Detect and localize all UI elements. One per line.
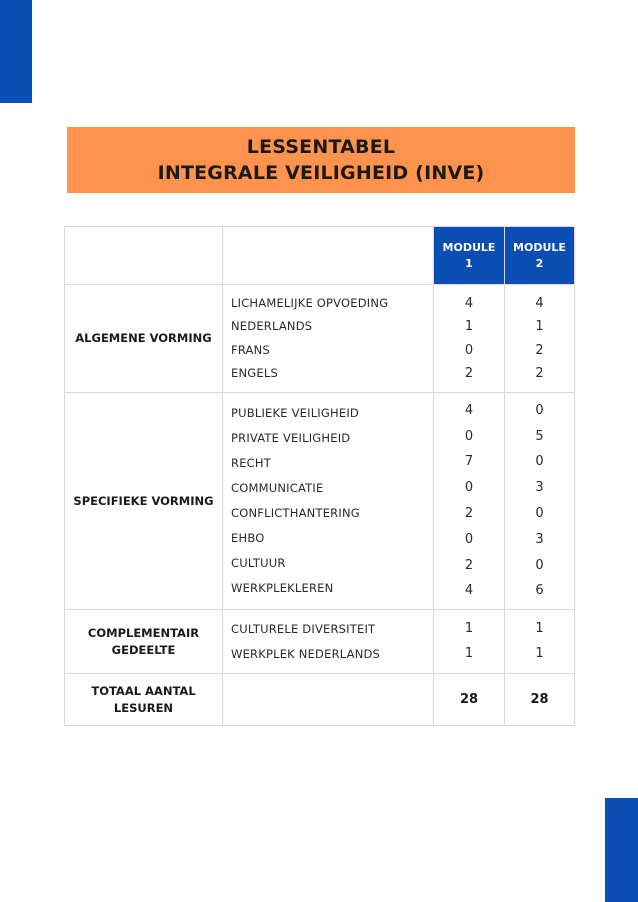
subject-name: LICHAMELIJKE OPVOEDING xyxy=(231,295,389,310)
module-1-value: 4 xyxy=(464,583,474,599)
group-row-complementair-gedeelte xyxy=(65,610,575,674)
module-2-value: 0 xyxy=(535,402,544,418)
header-empty-cell-1 xyxy=(65,227,223,285)
subject-name: WERKPLEKLEREN xyxy=(231,581,334,595)
total-row xyxy=(65,674,575,726)
subject-name: PUBLIEKE VEILIGHEID xyxy=(231,406,359,420)
subject-name: FRANS xyxy=(231,342,270,357)
header-row xyxy=(65,227,575,285)
module-1-values-cell xyxy=(434,393,505,610)
module-2-value: 2 xyxy=(535,342,544,358)
module-1-value: 2 xyxy=(464,557,474,573)
module-1-value: 4 xyxy=(464,295,474,311)
module-1-values-cell xyxy=(434,610,505,674)
module-1-value: 0 xyxy=(464,342,474,358)
module-1-header xyxy=(434,227,505,285)
module-2-value: 3 xyxy=(535,480,544,496)
module-2-value: 1 xyxy=(535,319,544,334)
module-2-values-cell xyxy=(505,393,575,610)
subject-name: CONFLICTHANTERING xyxy=(231,506,360,520)
module-2-values-cell xyxy=(505,610,575,674)
subject-name: WERKPLEK NEDERLANDS xyxy=(231,646,381,661)
subject-name: COMMUNICATIE xyxy=(231,481,324,495)
module-2-value: 6 xyxy=(535,583,544,599)
group-name-algemene-vorming xyxy=(65,285,223,393)
group-row-algemene-vorming xyxy=(65,285,575,393)
title-line-2: INTEGRALE VEILIGHEID (INVE) xyxy=(157,162,485,184)
total-label-line: TOTAAL AANTAL xyxy=(91,683,196,698)
module-2-value: 1 xyxy=(535,621,544,636)
module-2-value: 4 xyxy=(535,295,544,311)
module-1-value: 1 xyxy=(464,319,474,334)
group-name-complementair-gedeelte xyxy=(65,610,223,674)
module-2-value: 2 xyxy=(535,366,544,381)
title-line-1: LESSENTABEL xyxy=(246,136,396,158)
module-1-value: 0 xyxy=(464,428,474,444)
module-2-value: 3 xyxy=(535,531,544,547)
subject-name: CULTUUR xyxy=(231,556,286,570)
module-1-value: 1 xyxy=(464,645,474,661)
module-1-value: 1 xyxy=(464,621,474,636)
module-2-value: 1 xyxy=(535,645,544,661)
subjects-cell xyxy=(223,393,434,610)
module-1-value: 0 xyxy=(464,531,474,547)
top-left-accent-bar xyxy=(0,0,32,103)
subject-name: EHBO xyxy=(231,531,265,545)
total-label xyxy=(65,674,223,726)
total-module-1: 28 xyxy=(434,674,505,726)
module-1-header-line-2: 1 xyxy=(465,256,473,270)
group-row-specifieke-vorming xyxy=(65,393,575,610)
subjects-cell xyxy=(223,285,434,393)
module-2-values-cell xyxy=(505,285,575,393)
module-1-value: 2 xyxy=(464,506,474,521)
module-2-header-line-1: MODULE xyxy=(513,240,566,254)
group-name-line: GEDEELTE xyxy=(111,642,176,657)
group-name-line: COMPLEMENTAIR xyxy=(87,625,200,640)
total-label-line: LESUREN xyxy=(113,700,174,715)
module-2-value: 0 xyxy=(535,506,544,521)
subject-name: ENGELS xyxy=(231,366,278,380)
subject-name: PRIVATE VEILIGHEID xyxy=(231,431,351,445)
module-1-value: 4 xyxy=(464,402,474,418)
total-empty-cell xyxy=(223,674,434,726)
module-2-value: 0 xyxy=(535,454,544,470)
module-1-values-cell xyxy=(434,285,505,393)
group-name-specifieke-vorming xyxy=(65,393,223,610)
subject-name: RECHT xyxy=(231,456,271,470)
subjects-cell xyxy=(223,610,434,674)
subject-name: CULTURELE DIVERSITEIT xyxy=(231,622,376,636)
total-module-2: 28 xyxy=(505,674,575,726)
module-1-header-line-1: MODULE xyxy=(442,240,496,254)
bottom-right-accent-bar xyxy=(605,798,638,902)
module-2-header xyxy=(505,227,575,285)
lesson-table xyxy=(64,226,575,726)
module-1-value: 2 xyxy=(464,366,474,381)
module-2-value: 0 xyxy=(535,557,544,573)
module-1-value: 0 xyxy=(464,480,474,496)
group-name-line: ALGEMENE VORMING xyxy=(75,331,212,345)
subject-name: NEDERLANDS xyxy=(231,319,313,333)
module-2-header-line-2: 2 xyxy=(535,256,544,270)
module-1-value: 7 xyxy=(464,454,474,470)
header-empty-cell-2 xyxy=(223,227,434,285)
module-2-value: 5 xyxy=(535,428,544,444)
group-name-line: SPECIFIEKE VORMING xyxy=(73,493,214,508)
title-banner xyxy=(67,127,575,193)
